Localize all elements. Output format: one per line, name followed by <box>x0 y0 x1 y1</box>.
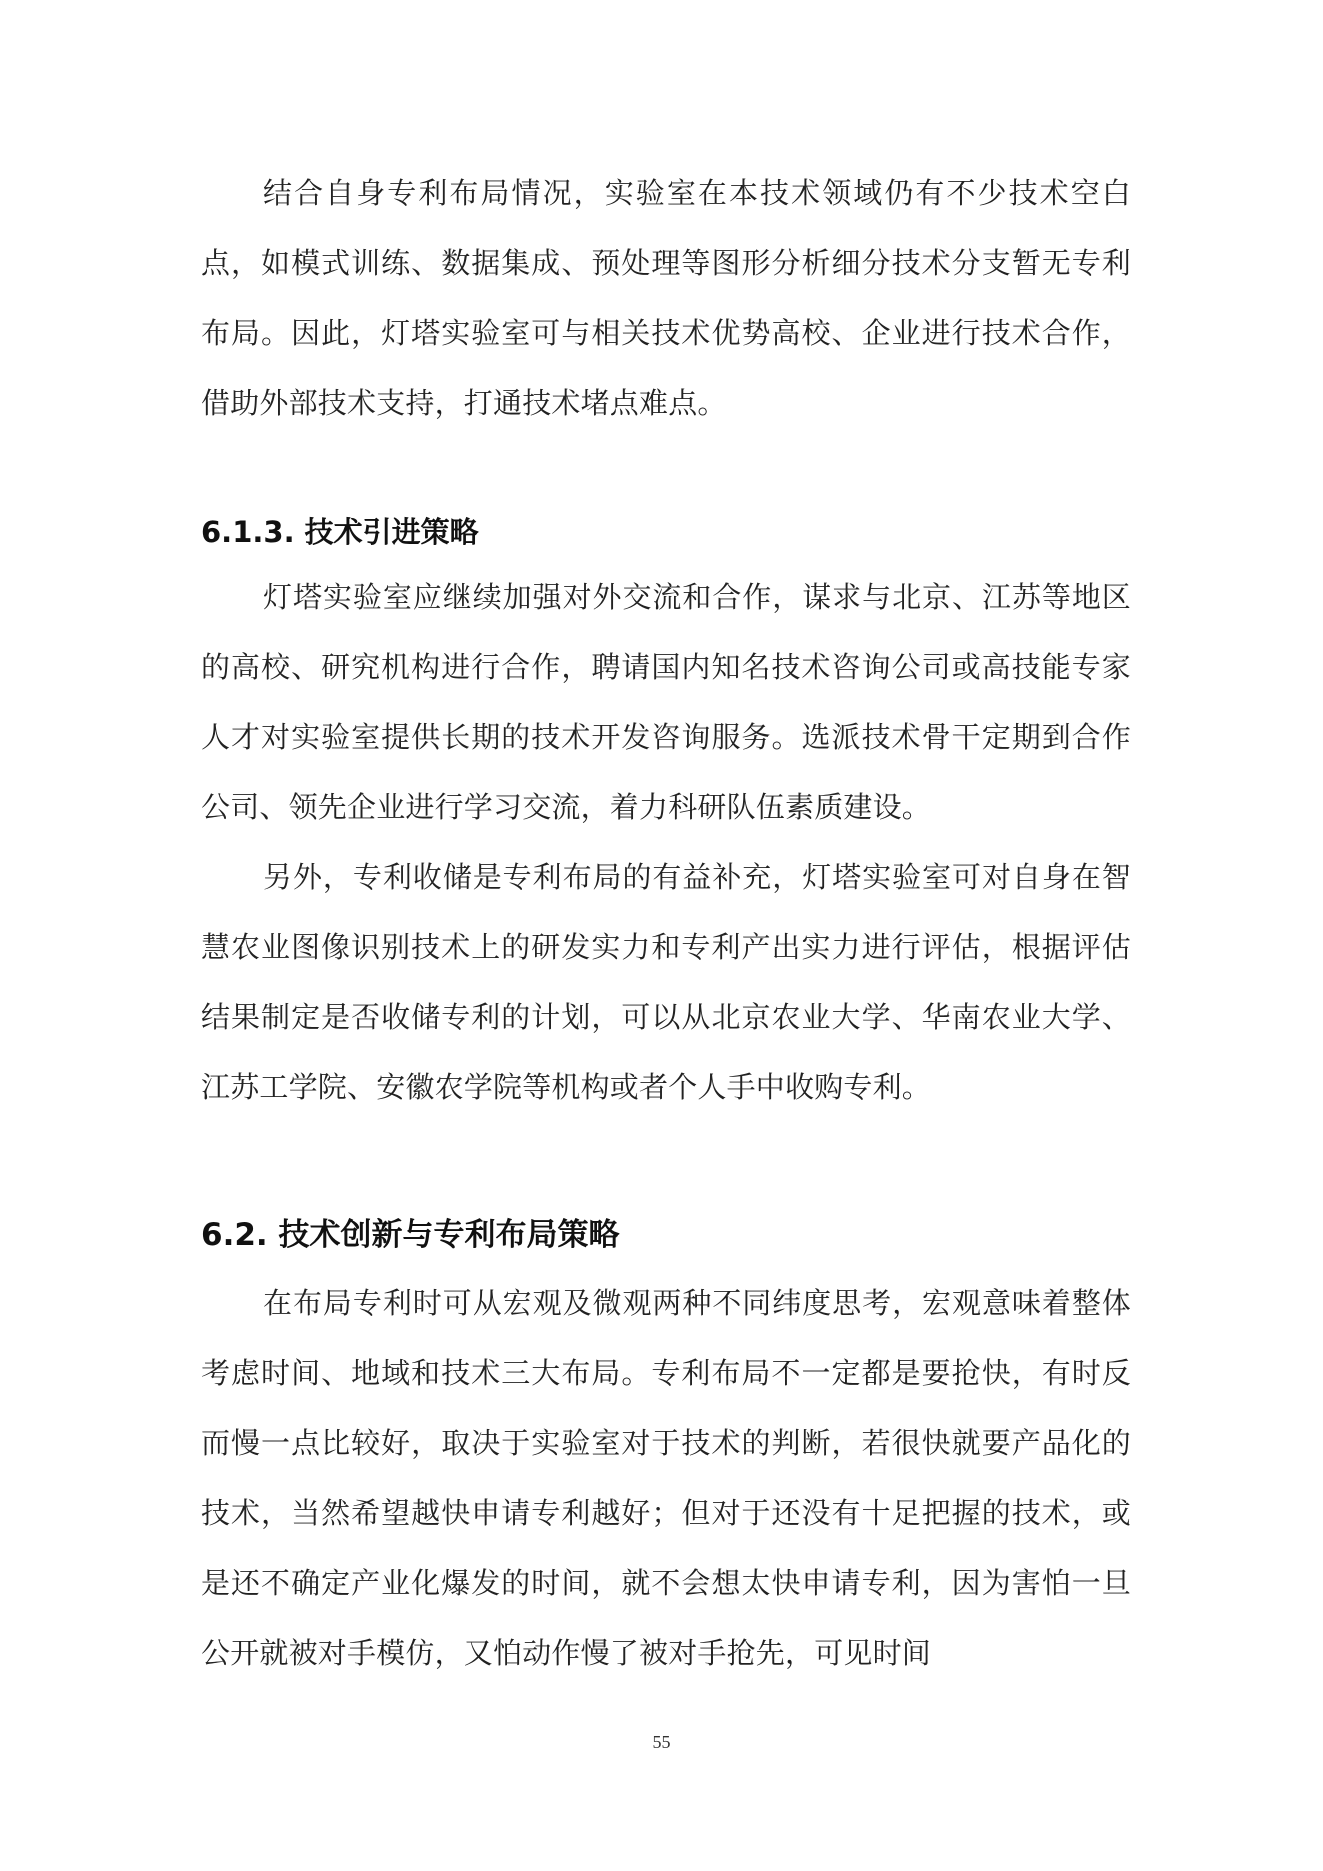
paragraph-patent-acquisition: 另外，专利收储是专利布局的有益补充，灯塔实验室可对自身在智慧农业图像识别技术上的研发实力和专利产出实力进行评估，根据评估结果制定是否收储专利的计划，可以从北京农业大学、华南农业大学、江苏工学院、安徽农学院等机构或者个人手中收购专利。 <box>201 860 1131 1104</box>
section-heading-6-2: 6.2. 技术创新与专利布局策略 <box>201 1217 620 1253</box>
paragraph-patent-layout-strategy: 在布局专利时可从宏观及微观两种不同纬度思考，宏观意味着整体考虑时间、地域和技术三大布局。专利布局不一定都是要抢快，有时反而慢一点比较好，取决于实验室对于技术的判断，若很快就要产品化的技术，当然希望越快申请专利越好；但对于还没有十足把握的技术，或是还不确定产业化爆发的时间，就不会想太快申请专利，因为害怕一旦公开就被对手模仿，又怕动作慢了被对手抢先，可见时间 <box>201 1286 1131 1670</box>
section-heading-6-1-3: 6.1.3. 技术引进策略 <box>201 515 479 549</box>
page-number: 55 <box>652 1732 671 1752</box>
page-content <box>201 158 1131 1688</box>
paragraph-patent-gaps: 结合自身专利布局情况，实验室在本技术领域仍有不少技术空白点，如模式训练、数据集成、预处理等图形分析细分技术分支暂无专利布局。因此，灯塔实验室可与相关技术优势高校、企业进行技术合作，借助外部技术支持，打通技术堵点难点。 <box>201 176 1131 420</box>
paragraph-tech-cooperation: 灯塔实验室应继续加强对外交流和合作，谋求与北京、江苏等地区的高校、研究机构进行合作，聘请国内知名技术咨询公司或高技能专家人才对实验室提供长期的技术开发咨询服务。选派技术骨干定期到合作公司、领先企业进行学习交流，着力科研队伍素质建设。 <box>201 580 1131 824</box>
